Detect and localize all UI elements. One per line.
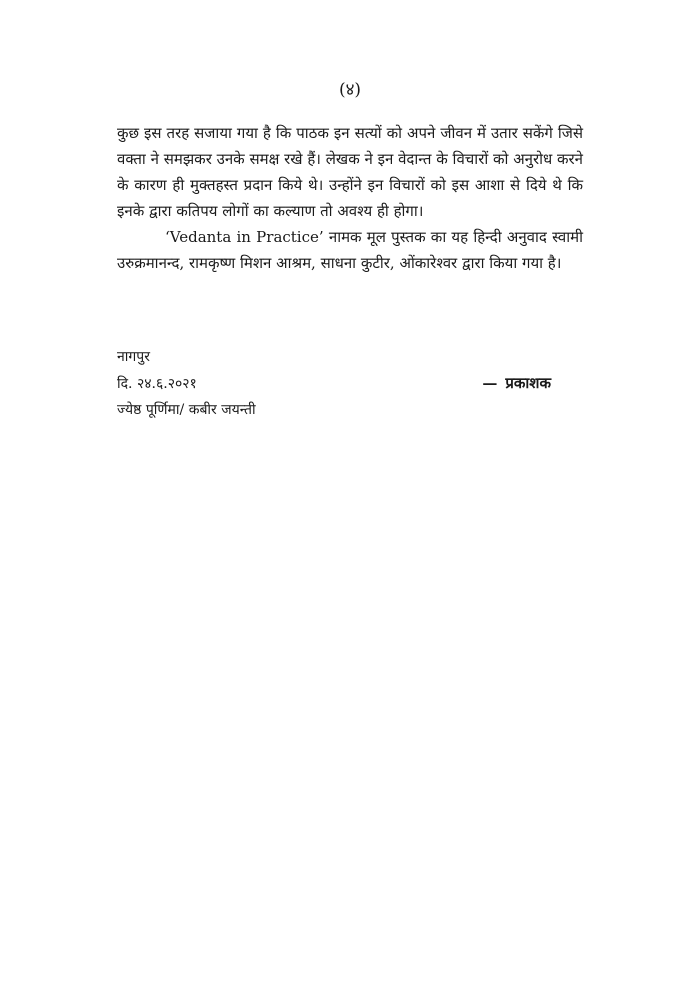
place-name: नागपुर	[117, 349, 150, 365]
body-text	[117, 120, 583, 276]
publisher-signature	[482, 370, 583, 396]
date-row	[117, 370, 583, 397]
signoff-block	[117, 344, 583, 423]
date-text: दि. २४.६.२०२१	[117, 376, 197, 392]
paragraph-2: ‘Vedanta in Practice’ नामक मूल पुस्तक का यह हिन्दी अनुवाद स्वामी उरुक्रमानन्द, रामकृष्ण मिशन आश्रम, साधना कुटीर, ओंकारेश्वर द्वारा किया गया है।	[117, 228, 583, 272]
occasion-text: ज्येष्ठ पूर्णिमा/ कबीर जयन्ती	[117, 402, 256, 418]
page-number: (४)	[338, 80, 362, 100]
paragraph-1: कुछ इस तरह सजाया गया है कि पाठक इन सत्यों को अपने जीवन में उतार सकेंगे जिसे वक्ता ने समझकर उनके समक्ष रखे हैं। लेखक ने इन वेदान्त के विचारों को अनुरोध करने के कारण ही मुक्तहस्त प्रदान किये थे। उन्होंने इन विचारों को इस आशा से दिये थे कि इनके द्वारा कतिपय लोगों का कल्याण तो अवश्य ही होगा।	[117, 124, 583, 220]
signature-dash: —	[482, 374, 498, 392]
publisher-label: प्रकाशक	[505, 374, 551, 392]
